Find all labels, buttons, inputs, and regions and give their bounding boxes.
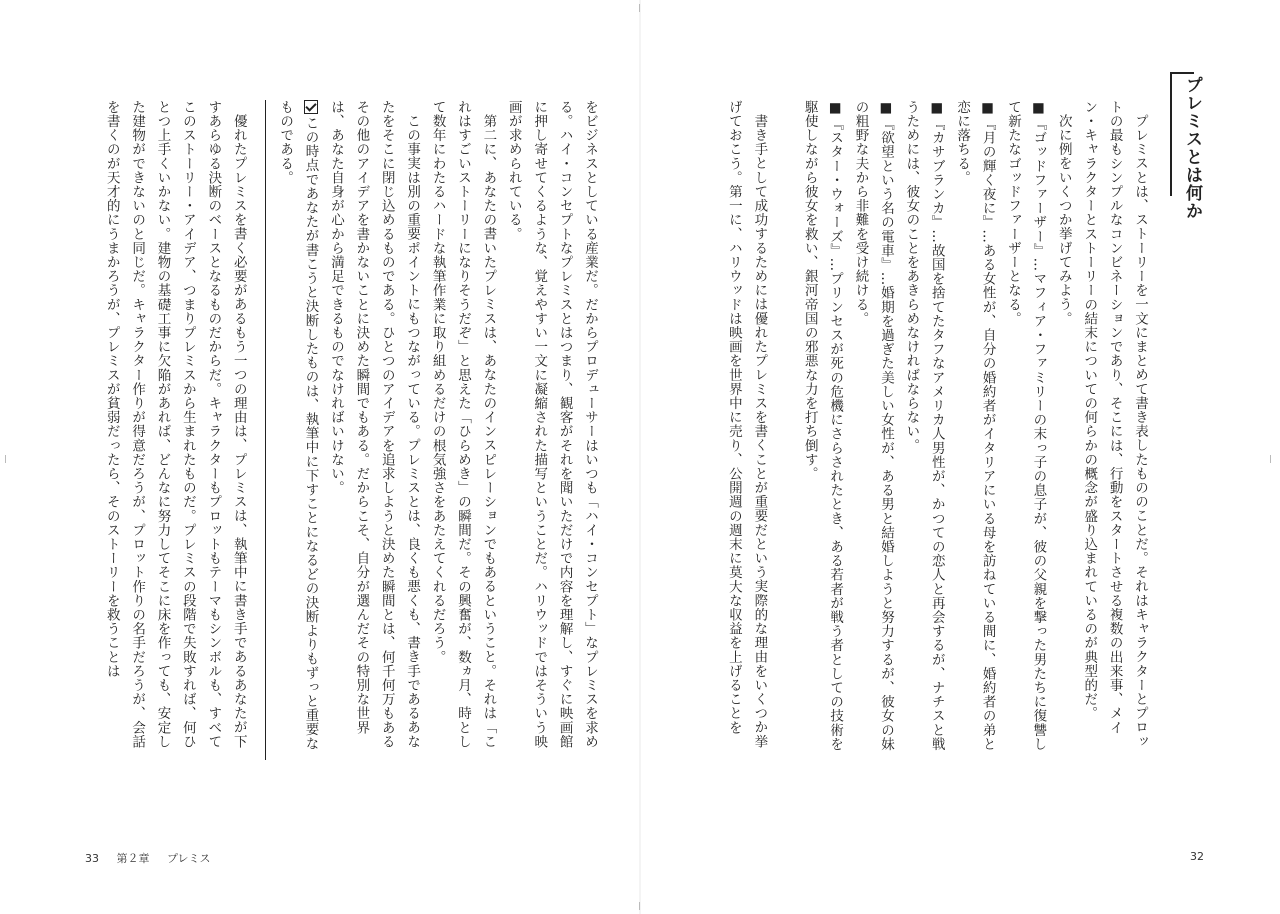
section-heading-block: [1170, 66, 1206, 226]
example-item: ■『欲望という名の電車』…婚期を過ぎた美しい女性が、ある男と結婚しようと努力するが、彼女の妹の粗野な夫から非難を受け続ける。: [847, 100, 898, 760]
page-number: 32: [1190, 850, 1204, 863]
paragraph: プレミスとは、ストーリーを一文にまとめて書き表したもののことだ。それはキャラクターとプロットの最もシンプルなコンビネーションであり、そこには、行動をスタートさせる複数の出来事、メイン・キャラクターとストーリーの結末についての何らかの概念が盛り込まれているのが典型的だ。: [1081, 100, 1148, 748]
page-number: 33: [85, 852, 99, 865]
chapter-title: プレミス: [167, 852, 211, 865]
right-folio: [1190, 850, 1204, 863]
example-item: ■『ゴッドファーザー』…マフィア・ファミリーの末っ子の息子が、彼の父親を撃った男たちに復讐して新たなゴッドファーザーとなる。: [1000, 100, 1051, 760]
crop-mark: [1270, 455, 1271, 463]
left-folio: [85, 850, 225, 866]
paragraph: をビジネスとしている産業だ。だからプロデューサーはいつも「ハイ・コンセプト」なプレミスを求める。ハイ・コンセプトなプレミスとはつまり、観客がそれを聞いただけで内容を理解し、すぐに映画館に押し寄せてくるような、覚えやすい一文に凝縮された描写ということだ。ハリウッドではそういう映画が求められている。: [505, 100, 598, 749]
example-item: ■『月の輝く夜に』…ある女性が、自分の婚約者がイタリアにいる母を訪ねている間に、婚約者の弟と恋に落ちる。: [949, 100, 1000, 760]
heading-rule: [1170, 72, 1194, 74]
bullet-square-icon: ■: [979, 100, 996, 117]
checkbox-icon: [304, 100, 318, 114]
chapter-number: 第２章: [116, 852, 150, 865]
callout-box: [265, 100, 323, 760]
crop-mark: [639, 902, 640, 910]
gutter: [639, 0, 641, 914]
bullet-square-icon: ■: [928, 100, 945, 117]
heading-rule: [1170, 72, 1172, 196]
left-page-body: [62, 100, 602, 760]
paragraph: 優れたプレミスを書く必要があるもう一つの理由は、プレミスは、執筆中に書き手であるあなたが下すあらゆる決断のベースとなるものだからだ。キャラクターもプロットもテーマもシンボルも、すべてこのストーリー・アイデア、つまりプレミスから生まれたものだ。プレミスの段階で失敗すれば、何ひとつ上手くいかない。建物の基礎工事に欠陥があれば、どんなに努力してそこに床を作っても、安定した建物ができないのと同じだ。キャラクター作りが得意だろうが、プロット作りの名手だろうが、会話を書くのが天才的にうまかろうが、プレミスが貧弱だったら、そのストーリーを救うことは: [103, 100, 247, 749]
callout-text: この時点であなたが書こうと決断したものは、執筆中に下すことになるどの決断よりもずっと重要なものである。: [277, 100, 319, 751]
example-item: ■『カサブランカ』…故国を捨てたタフなアメリカ人男性が、かつての恋人と再会するが、ナチスと戦うためには、彼女のことをあきらめなければならない。: [898, 100, 949, 760]
crop-mark: [639, 4, 640, 12]
bullet-square-icon: ■: [1030, 100, 1047, 117]
crop-mark: [5, 455, 6, 463]
paragraph: 第二に、あなたの書いたプレミスは、あなたのインスピレーションでもあるということ。それは「これはすごいストーリーになりそうだぞ」と思えた「ひらめき」の瞬間だ。その興奮が、数ヵ月、時として数年にわたるハードな執筆作業に取り組めるだけの根気強さをあたえてくれるだろう。: [429, 100, 497, 749]
bullet-square-icon: ■: [877, 100, 894, 117]
right-page-body: [692, 100, 1152, 760]
paragraph: この事実は別の重要ポイントにもつながっている。プレミスとは、良くも悪くも、書き手であるあなたをそこに閉じ込めるものである。ひとつのアイデアを追求しようと決めた瞬間とは、何千何万もあるその他のアイデアを書かないことに決めた瞬間でもある。だからこそ、自分が選んだその特別な世界は、あなた自身が心から満足できるものでなければいけない。: [327, 100, 421, 749]
example-item: ■『スター・ウォーズ』…プリンセスが死の危機にさらされたとき、ある若者が戦う者としての技術を駆使しながら彼女を救い、銀河帝国の邪悪な力を打ち倒す。: [796, 100, 847, 760]
bullet-square-icon: ■: [827, 100, 844, 117]
paragraph: 書き手として成功するためには優れたプレミスを書くことが重要だという実際的な理由をいくつか挙げておこう。第一に、ハリウッドは映画を世界中に売り、公開週の週末に莫大な収益を上げることを: [725, 100, 768, 748]
section-heading: プレミスとは何か: [1182, 76, 1202, 220]
paragraph: 次に例をいくつか挙げてみよう。: [1055, 113, 1072, 325]
